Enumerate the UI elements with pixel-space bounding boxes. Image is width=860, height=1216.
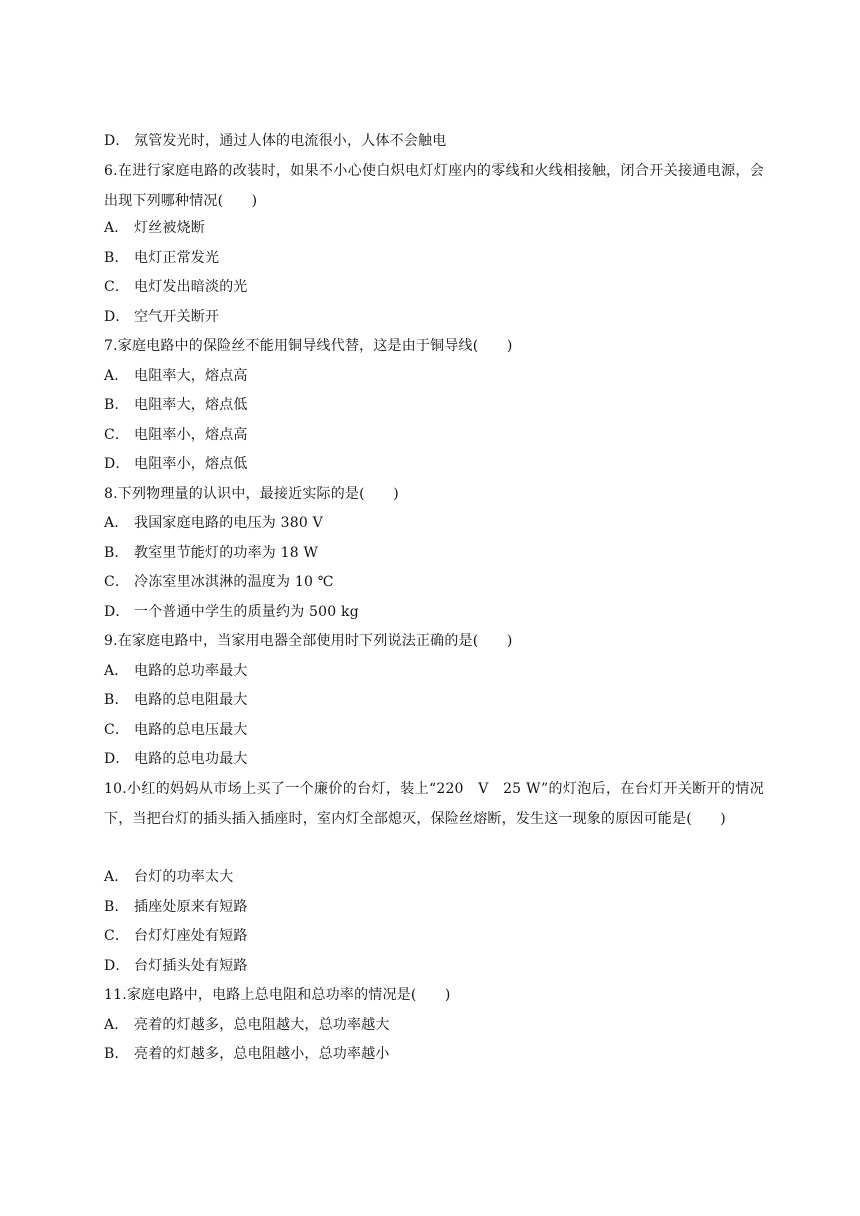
q6-option-d (104, 307, 764, 327)
option-text: 电阻率大，熔点低 (134, 397, 248, 413)
q6-option-c (104, 277, 764, 297)
q8-option-c (104, 572, 764, 592)
q10-option-d (104, 956, 764, 976)
q7-option-b (104, 395, 764, 415)
q10-option-a (104, 867, 764, 887)
option-letter: C． (104, 574, 130, 590)
option-letter: B． (104, 1046, 129, 1062)
q10-option-c (104, 926, 764, 946)
option-letter: A． (104, 515, 129, 531)
option-text: 教室里节能灯的功率为 18 W (134, 545, 319, 561)
q5-option-d (104, 131, 764, 151)
q6-option-b (104, 248, 764, 268)
option-letter: B． (104, 545, 129, 561)
option-text: 插座处原来有短路 (134, 899, 248, 915)
q9-stem: 9.在家庭电路中，当家用电器全部使用时下列说法正确的是( ) (104, 633, 513, 649)
option-letter: A． (104, 1017, 129, 1033)
q9-option-b (104, 690, 764, 710)
option-letter: A． (104, 663, 129, 679)
q6-option-a (104, 218, 764, 238)
option-text: 台灯灯座处有短路 (134, 928, 248, 944)
option-letter: B． (104, 692, 129, 708)
option-letter: D． (104, 309, 130, 325)
option-text: 电路的总电功最大 (134, 751, 248, 767)
option-text: 我国家庭电路的电压为 380 V (134, 515, 323, 531)
option-text: 空气开关断开 (134, 309, 220, 325)
option-text: 电阻率小，熔点低 (134, 456, 248, 472)
q7-option-a (104, 366, 764, 386)
option-text: 亮着的灯越多，总电阻越小，总功率越小 (134, 1046, 390, 1062)
option-letter: A． (104, 220, 129, 236)
option-letter: A． (104, 869, 129, 885)
q9-option-a (104, 661, 764, 681)
option-text: 一个普通中学生的质量约为 500 kg (134, 604, 359, 620)
q7-option-c (104, 425, 764, 445)
option-text: 电路的总功率最大 (134, 663, 248, 679)
option-letter: D． (104, 604, 130, 620)
q8-option-a (104, 513, 764, 533)
option-text: 电阻率小，熔点高 (134, 427, 248, 443)
q11-option-b (104, 1044, 764, 1064)
option-text: 台灯插头处有短路 (134, 958, 248, 974)
q11-stem: 11.家庭电路中，电路上总电阻和总功率的情况是( ) (104, 987, 451, 1003)
q9-option-c (104, 720, 764, 740)
option-letter: A． (104, 368, 129, 384)
option-letter: D． (104, 958, 130, 974)
option-letter: D． (104, 456, 130, 472)
q6-stem: 6.在进行家庭电路的改装时，如果不小心使白炽电灯灯座内的零线和火线相接触，闭合开关接通电源，会出现下列哪种情况( ) (104, 163, 764, 209)
q8-option-b (104, 543, 764, 563)
q10-stem: 10.小红的妈妈从市场上买了一个廉价的台灯，装上“220 V 25 W”的灯泡后，在台灯开关断开的情况下，当把台灯的插头插入插座时，室内灯全部熄灭，保险丝熔断，发生这一现象的原因可能是( ) (104, 781, 764, 827)
q9-option-d (104, 749, 764, 769)
option-letter: D． (104, 133, 130, 149)
option-text: 电阻率大，熔点高 (134, 368, 248, 384)
q8-option-d (104, 602, 764, 622)
option-letter: C． (104, 928, 130, 944)
option-text: 电路的总电压最大 (134, 722, 248, 738)
option-text: 电路的总电阻最大 (134, 692, 248, 708)
q8-stem: 8.下列物理量的认识中，最接近实际的是( ) (104, 486, 399, 502)
option-letter: B． (104, 397, 129, 413)
option-letter: C． (104, 427, 130, 443)
q11-option-a (104, 1015, 764, 1035)
option-text: 亮着的灯越多，总电阻越大，总功率越大 (134, 1017, 390, 1033)
q7-stem: 7.家庭电路中的保险丝不能用铜导线代替，这是由于铜导线( ) (104, 338, 513, 354)
q10-option-b (104, 897, 764, 917)
q7-option-d (104, 454, 764, 474)
option-letter: C． (104, 722, 130, 738)
option-letter: B． (104, 899, 129, 915)
option-letter: B． (104, 250, 129, 266)
option-text: 电灯发出暗淡的光 (134, 279, 248, 295)
option-text: 台灯的功率太大 (134, 869, 234, 885)
option-text: 氖管发光时，通过人体的电流很小，人体不会触电 (134, 133, 447, 149)
option-text: 电灯正常发光 (134, 250, 220, 266)
option-text: 灯丝被烧断 (134, 220, 205, 236)
option-text: 冷冻室里冰淇淋的温度为 10 ℃ (134, 574, 334, 590)
option-letter: C． (104, 279, 130, 295)
option-letter: D． (104, 751, 130, 767)
